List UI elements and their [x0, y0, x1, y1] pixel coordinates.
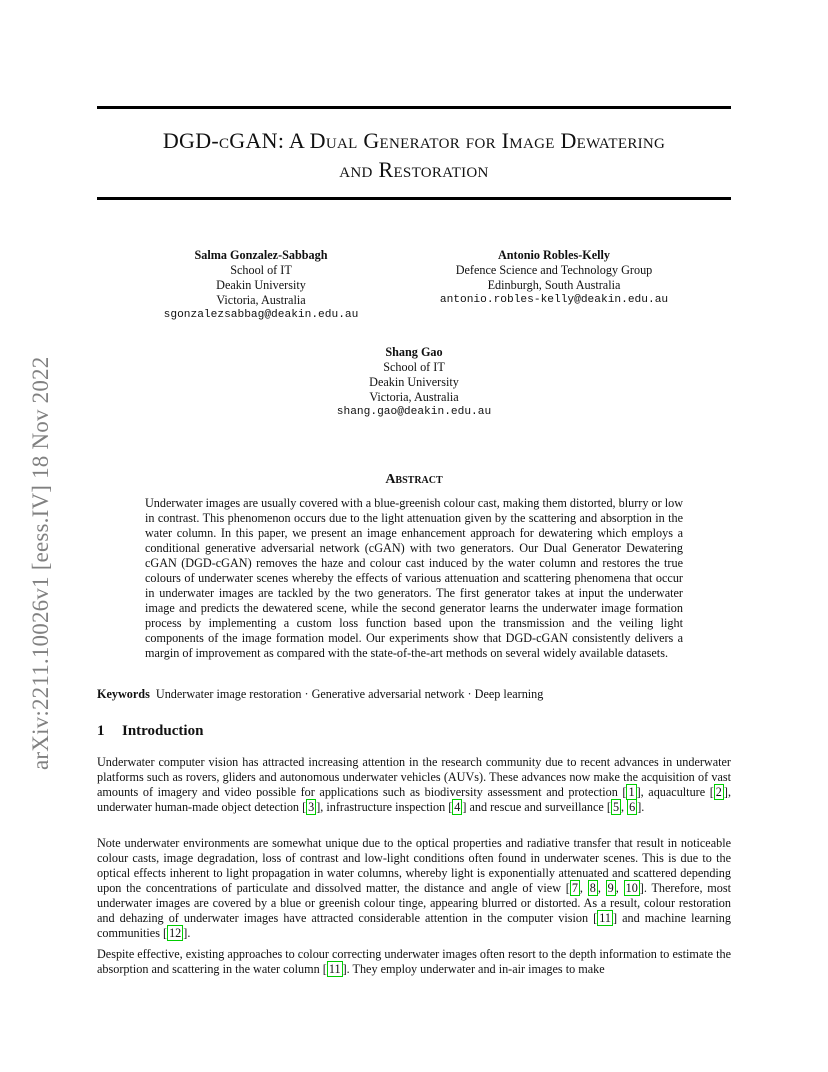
citation-link[interactable]: 4: [454, 800, 461, 814]
citation-link[interactable]: 3: [308, 800, 315, 814]
intro-paragraph-2: [97, 836, 731, 941]
paper-title: [97, 126, 731, 184]
paragraph-text: ]. They employ underwater and in-air images to make: [342, 962, 605, 976]
keywords-label: Keywords: [97, 687, 150, 701]
author-affiliation: School of IT: [230, 263, 292, 277]
author-block: [408, 248, 700, 308]
author-affiliation: Edinburgh, South Australia: [487, 278, 621, 292]
citation-link[interactable]: 11: [599, 911, 611, 925]
intro-paragraph-3: [97, 947, 731, 977]
author-affiliation: Victoria, Australia: [216, 293, 306, 307]
paragraph-text: ] and machine learning communities [: [97, 911, 731, 940]
author-email[interactable]: shang.gao@deakin.edu.au: [336, 406, 492, 418]
citation-link[interactable]: 7: [571, 881, 578, 895]
section-number: 1: [97, 723, 105, 739]
title-line-1: DGD-cGAN: A Dual Generator for Image Dewatering: [162, 128, 666, 153]
author-affiliation: Deakin University: [369, 375, 459, 389]
author-block: [264, 345, 564, 420]
abstract-heading: Abstract: [385, 472, 443, 487]
paragraph-text: Underwater computer vision has attracted increasing attention in the research community due to recent advances in underwater platforms such as rovers, gliders and autonomous underwater vehicles (AUVs). These advances now make the acquisition of vast amounts of imagery and video possible for applications such as biodiversity assessment and protection [: [97, 755, 731, 799]
keywords-list: Underwater image restoration · Generative adversarial network · Deep learning: [155, 687, 544, 701]
author-name: Shang Gao: [385, 345, 443, 359]
paragraph-text: ,: [579, 881, 588, 895]
intro-paragraph-1: [97, 755, 731, 815]
paragraph-text: Despite effective, existing approaches to colour correcting underwater images often resort to the depth information to estimate the absorption and scattering in the water column [: [97, 947, 731, 976]
author-name: Salma Gonzalez-Sabbagh: [194, 248, 328, 262]
citation-link[interactable]: 1: [628, 785, 635, 799]
citation-link[interactable]: 2: [715, 785, 722, 799]
section-heading: [97, 723, 203, 740]
citation-link[interactable]: 6: [629, 800, 636, 814]
title-bottom-rule: [97, 197, 731, 200]
keywords: [97, 687, 731, 702]
author-affiliation: Defence Science and Technology Group: [455, 263, 653, 277]
citation-link[interactable]: 5: [612, 800, 620, 814]
paragraph-text: Note underwater environments are somewhat unique due to the optical properties and radiative transfer that result in noticeable colour casts, image degradation, loss of contrast and low-light conditions often found in underwater scenes. This is due to the optical effects inherent to light propagation in water columns, whereby light is exponentially attenuated and scattered depending upon the concentrations of particulate and dissolved matter, the distance and angle of view [: [97, 836, 731, 895]
author-block: [120, 248, 402, 323]
citation-link[interactable]: 9: [607, 881, 614, 895]
paragraph-text: ]. Therefore, most underwater images are covered by a blue or greenish colour tinge, appearing blurred or distorted. As a result, colour restoration and dehazing of underwater images have attracted considerable attention in the computer vision [: [97, 881, 732, 925]
paragraph-text: ].: [183, 926, 191, 940]
paragraph-text: ] and rescue and surveillance [: [462, 800, 611, 814]
author-affiliation: Victoria, Australia: [369, 390, 459, 404]
author-name: Antonio Robles-Kelly: [497, 248, 611, 262]
paragraph-text: ], infrastructure inspection [: [316, 800, 453, 814]
paragraph-text: ,: [621, 800, 628, 814]
author-affiliation: Deakin University: [216, 278, 306, 292]
citation-link[interactable]: 12: [169, 926, 182, 940]
section-title: Introduction: [122, 723, 204, 739]
title-line-2: and Restoration: [339, 157, 489, 182]
author-affiliation: School of IT: [383, 360, 445, 374]
paragraph-text: ].: [637, 800, 645, 814]
abstract-text: Underwater images are usually covered with a blue-greenish colour cast, making them distorted, blurry or low in contrast. This phenomenon occurs due to the light attenuation given by the scattering and absorption in the water column. In this paper, we present an image enhancement approach for dewatering which employs a conditional generative adversarial network (cGAN) with two generators. Our Dual Generator Dewatering cGAN (DGD-cGAN) removes the haze and colour cast induced by the water column and restores the true colours of underwater scenes whereby the effects of various attenuation and scattering phenomena that occur in underwater images are tackled by the two generators. The first generator takes at input the underwater image and predicts the dewatered scene, while the second generator learns the underwater image formation process by implementing a custom loss function based upon the transmission and the veiling light components of the image formation model. Our experiments show that DGD-cGAN consistently delivers a margin of improvement as compared with the state-of-the-art methods on several widely available datasets.: [145, 496, 683, 660]
citation-link[interactable]: 10: [625, 881, 638, 895]
author-email[interactable]: antonio.robles-kelly@deakin.edu.au: [439, 294, 669, 306]
citation-link[interactable]: 8: [589, 881, 596, 895]
citation-link[interactable]: 11: [328, 962, 341, 976]
paragraph-text: ,: [615, 881, 624, 895]
arxiv-identifier: arXiv:2211.10026v1 [eess.IV] 18 Nov 2022: [28, 356, 53, 770]
author-email[interactable]: sgonzalezsabbag@deakin.edu.au: [163, 309, 359, 321]
paragraph-text: ,: [597, 881, 606, 895]
paragraph-text: ], aquaculture [: [636, 785, 714, 799]
title-top-rule: [97, 106, 731, 109]
paragraph-text: ], underwater human-made object detection [: [97, 785, 731, 814]
